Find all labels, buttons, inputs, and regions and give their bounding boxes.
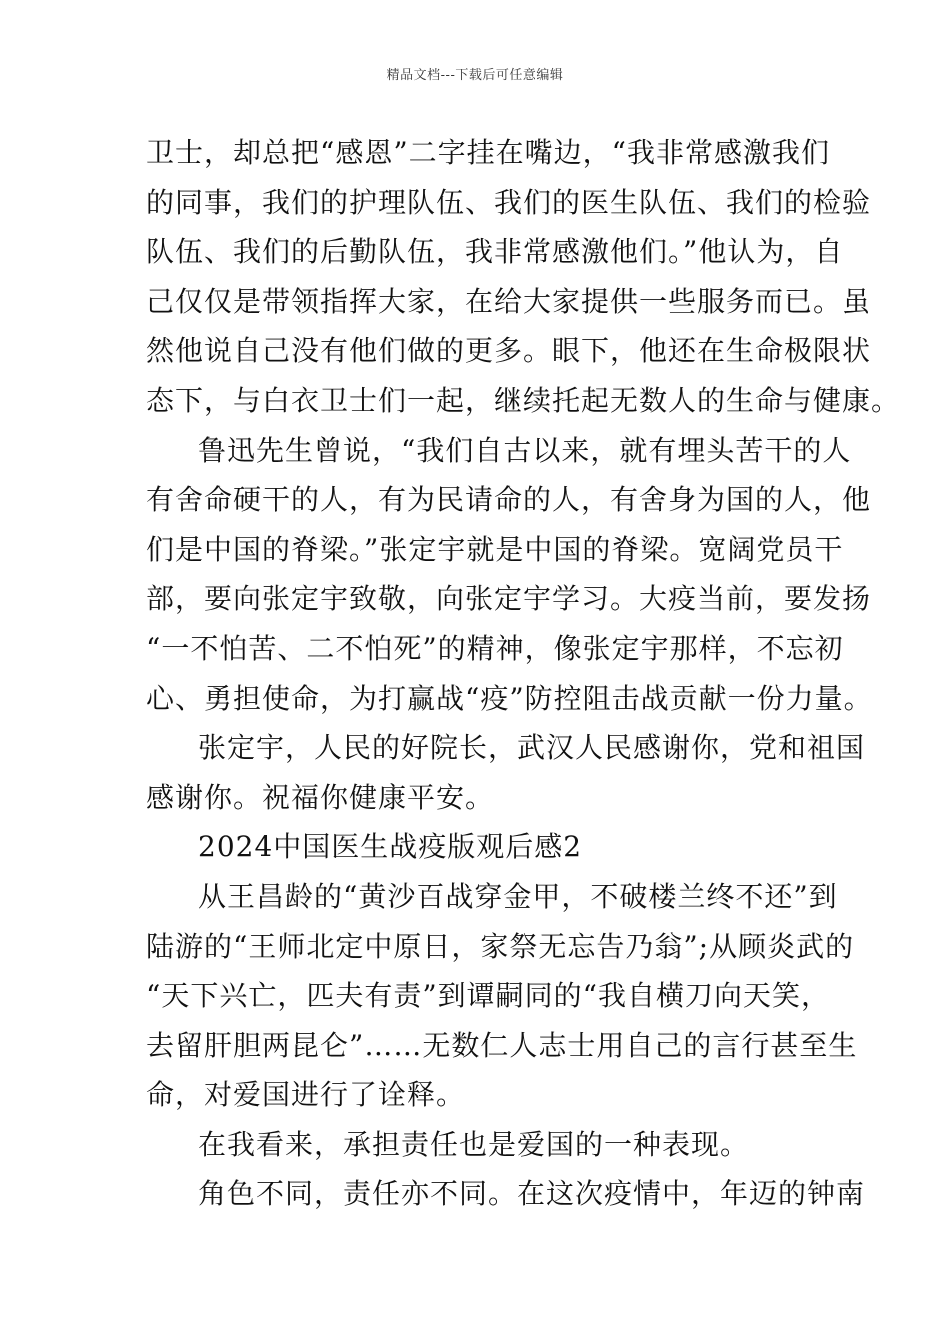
paragraph-line: 感谢你。祝福你健康平安。	[146, 780, 495, 814]
paragraph-line: 张定宇，人民的好院长，武汉人民感谢你，党和祖国	[198, 731, 866, 765]
paragraph-line: 命，对爱国进行了诠释。	[146, 1078, 466, 1112]
document-body	[146, 128, 901, 1219]
paragraph-line: 从王昌龄的“黄沙百战穿金甲，不破楼兰终不还”到	[198, 879, 838, 913]
paragraph-line: 心、勇担使命，为打赢战“疫”防控阻击战贡献一份力量。	[146, 681, 873, 715]
paragraph-line: 们是中国的脊梁。”张定宇就是中国的脊梁。宽阔党员干	[146, 532, 844, 566]
paragraph-line: 态下，与白衣卫士们一起，继续托起无数人的生命与健康。	[146, 383, 901, 417]
paragraph-line: 有舍命硬干的人，有为民请命的人，有舍身为国的人，他	[146, 483, 872, 517]
paragraph-line: 角色不同，责任亦不同。在这次疫情中，年迈的钟南	[198, 1177, 866, 1211]
page-header: 精品文档---下载后可任意编辑	[386, 68, 564, 83]
paragraph-line: “天下兴亡，匹夫有责”到谭嗣同的“我自横刀向天笑，	[146, 979, 830, 1013]
paragraph-line: “一不怕苦、二不怕死”的精神，像张定宇那样，不忘初	[146, 631, 844, 665]
section-title: 2024中国医生战疫版观后感2	[198, 830, 583, 864]
paragraph-line: 队伍、我们的后勤队伍，我非常感激他们。”他认为，自	[146, 235, 844, 269]
paragraph-line: 己仅仅是带领指挥大家，在给大家提供一些服务而已。虽	[146, 284, 872, 318]
paragraph-line: 在我看来，承担责任也是爱国的一种表现。	[198, 1127, 750, 1161]
paragraph-line: 然他说自己没有他们做的更多。眼下，他还在生命极限状	[146, 334, 872, 368]
paragraph-line: 卫士，却总把“感恩”二字挂在嘴边，“我非常感激我们	[146, 136, 830, 169]
paragraph-line: 去留肝胆两昆仑”……无数仁人志士用自己的言行甚至生	[146, 1028, 858, 1062]
paragraph-line: 鲁迅先生曾说，“我们自古以来，就有埋头苦干的人	[198, 433, 852, 467]
paragraph-line: 陆游的“王师北定中原日，家祭无忘告乃翁”;从顾炎武的	[146, 929, 855, 963]
paragraph-line: 的同事，我们的护理队伍、我们的医生队伍、我们的检验	[146, 185, 872, 219]
paragraph-line: 部，要向张定宇致敬，向张定宇学习。大疫当前，要发扬	[146, 582, 872, 616]
